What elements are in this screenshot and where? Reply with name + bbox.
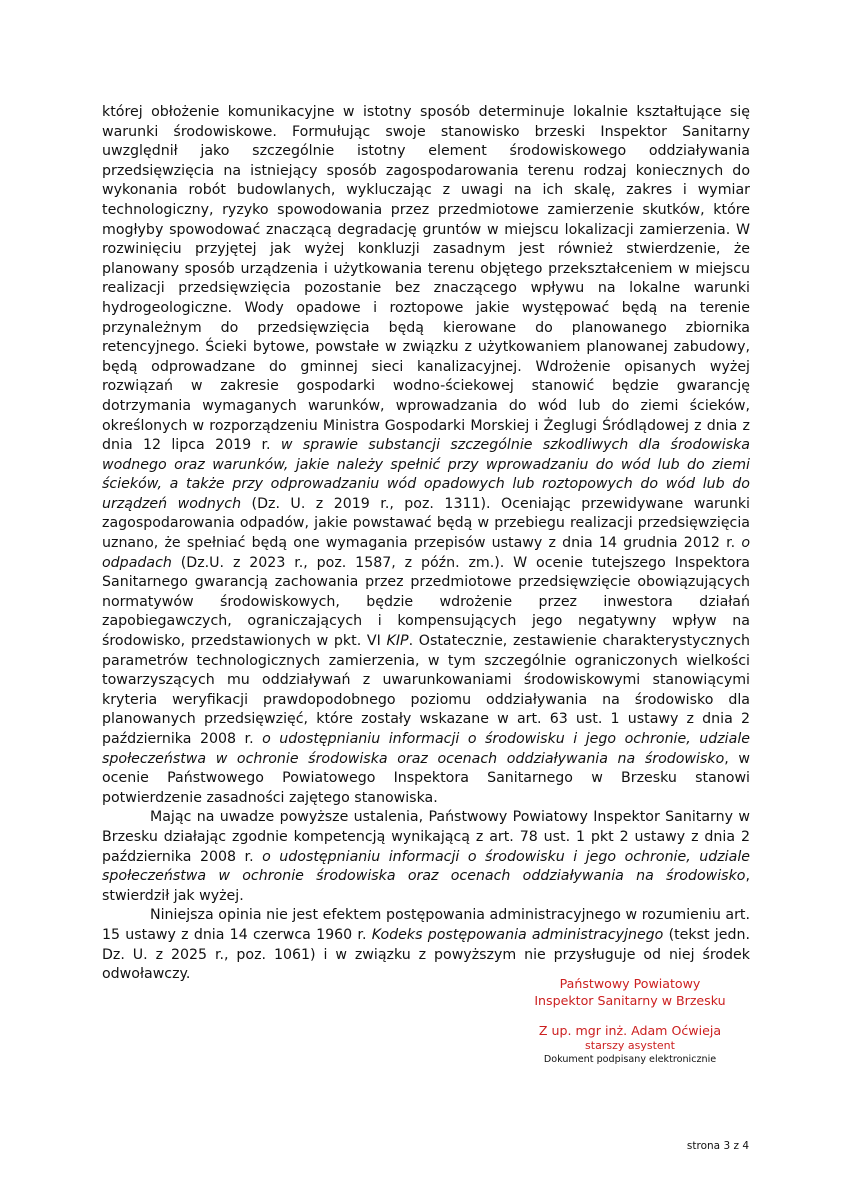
italic-segment: o odpadach [102,535,750,571]
signature-office: Państwowy Powiatowy [559,976,701,991]
text-segment: , stwierdził jak wyżej. [102,868,750,904]
italic-segment: KIP [386,633,409,650]
paragraph-3 [102,906,750,984]
text-segment: (Dz.U. z 2023 r., poz. 1587, z późn. zm.). W ocenie tutejszego Inspektora Sanitarnego gwarancją zachowania przez przedmiotowe przedsięwzięcie obowiązujących normatywów środowiskowych, będzie wdrożenie przez inwestora działań zapobiegawczych, ograniczających i kompensujących jego negatywny wpływ na środowisko, przedstawionych w pkt. VI [102,554,750,650]
paragraph-1 [102,103,750,808]
document-body [102,103,750,985]
italic-segment: w sprawie substancji szczególnie szkodliwych dla środowiska wodnego oraz warunków, jakie należy spełnić przy wprowadzaniu do wód lub do ziemi ścieków, a także przy odprowadzaniu wód opadowych lub roztopowych do wód lub do urządzeń wodnych [102,437,750,512]
italic-segment: o udostępnianiu informacji o środowisku i jego ochronie, udziale społeczeństwa w ochronie środowiska oraz ocenach oddziaływania na środowisko [102,731,750,767]
text-segment: której obłożenie komunikacyjne w istotny sposób determinuje lokalnie kształtujące się warunki środowiskowe. Formułując swoje stanowisko brzeski Inspektor Sanitarny uwzględnił jako szczególnie istotny element środowiskowego oddziaływania przedsięwzięcia na istniejący sposób zagospodarowania terenu rodzaj koniecznych do wykonania robót budowlanych, wykluczając z uwagi na ich skalę, zakres i wymiar technologiczny, ryzyko spowodowania przez przedmiotowe zamierzenie skutków, które mogłyby spowodować znaczącą degradację gruntów w miejscu lokalizacji zamierzenia. W rozwinięciu przyjętej jak wyżej konkluzji zasadnym jest również stwierdzenie, że planowany sposób urządzenia i użytkowania terenu objętego przekształceniem w miejscu realizacji przedsięwzięcia pozostanie bez znaczącego wpływu na lokalne warunki hydrogeologiczne. Wody opadowe i roztopowe jakie występować będą na terenie przynależnym do przedsięwzięcia będą kierowane do planowanego zbiornika retencyjnego. Ścieki bytowe, powstałe w związku z użytkowaniem planowanej zabudowy, będą odprowadzane do gminnej sieci kanalizacyjnej. Wdrożenie opisanych wyżej rozwiązań w zakresie gospodarki wodno-ściekowej stanowić będzie gwarancję dotrzymania wymaganych warunków, wprowadzania do wód lub do ziemi ścieków, określonych w rozporządzeniu Ministra Gospodarki Morskiej i Żeglugi Śródlądowej z dnia z dnia 12 lipca 2019 r. [102,104,750,454]
paragraph-2 [102,808,750,906]
italic-segment: o udostępnianiu informacji o środowisku i jego ochronie, udziale społeczeństwa w ochronie środowiska oraz ocenach oddziaływania na środowisko [102,848,750,885]
text-segment: . Ostatecznie, zestawienie charakterystycznych parametrów technologicznych zamierzenia, w tym szczególnie ograniczonych wielkości towarzyszących mu oddziaływań z uwarunkowaniami środowiskowymi stanowiącymi kryteria weryfikacji prawdopodobnego poziomu oddziaływania na środowisko dla planowanych przedsięwzięć, które zostały wskazane w art. 63 ust. 1 ustawy z dnia 2 października 2008 r. [102,633,751,747]
signature-title: Inspektor Sanitarny w Brzesku [534,993,726,1008]
page-number: strona 3 z 4 [686,1140,749,1152]
signature-signatory: Z up. mgr inż. Adam Oćwieja [538,1023,722,1038]
signature-position: starszy asystent [585,1039,675,1052]
text-segment: Mając na uwadze powyższe ustalenia, Państwowy Powiatowy Inspektor Sanitarny w Brzesku działając zgodnie kompetencją wynikającą z art. 78 ust. 1 pkt 2 ustawy z dnia 2 października 2008 r. [102,809,750,865]
signature-note: Dokument podpisany elektronicznie [543,1054,717,1065]
text-segment: (Dz. U. z 2019 r., poz. 1311). Oceniając przewidywane warunki zagospodarowania odpadów, jakie powstawać będą w przebiegu realizacji przedsięwzięcia uznano, że spełniać będą one wymagania przepisów ustawy z dnia 14 grudnia 2012 r. [102,495,750,552]
text-segment: (tekst jedn. Dz. U. z 2025 r., poz. 1061) i w związku z powyższym nie przysługuje od niej środek odwoławczy. [102,926,750,983]
italic-segment: Kodeks postępowania administracyjnego [371,926,664,943]
text-segment: , w ocenie Państwowego Powiatowego Inspektora Sanitarnego w Brzesku stanowi potwierdzenie zasadności zajętego stanowiska. [102,750,750,806]
text-segment: Niniejsza opinia nie jest efektem postępowania administracyjnego w rozumieniu art. 15 ustawy z dnia 14 czerwca 1960 r. [102,907,750,943]
signature-block [505,975,755,1066]
